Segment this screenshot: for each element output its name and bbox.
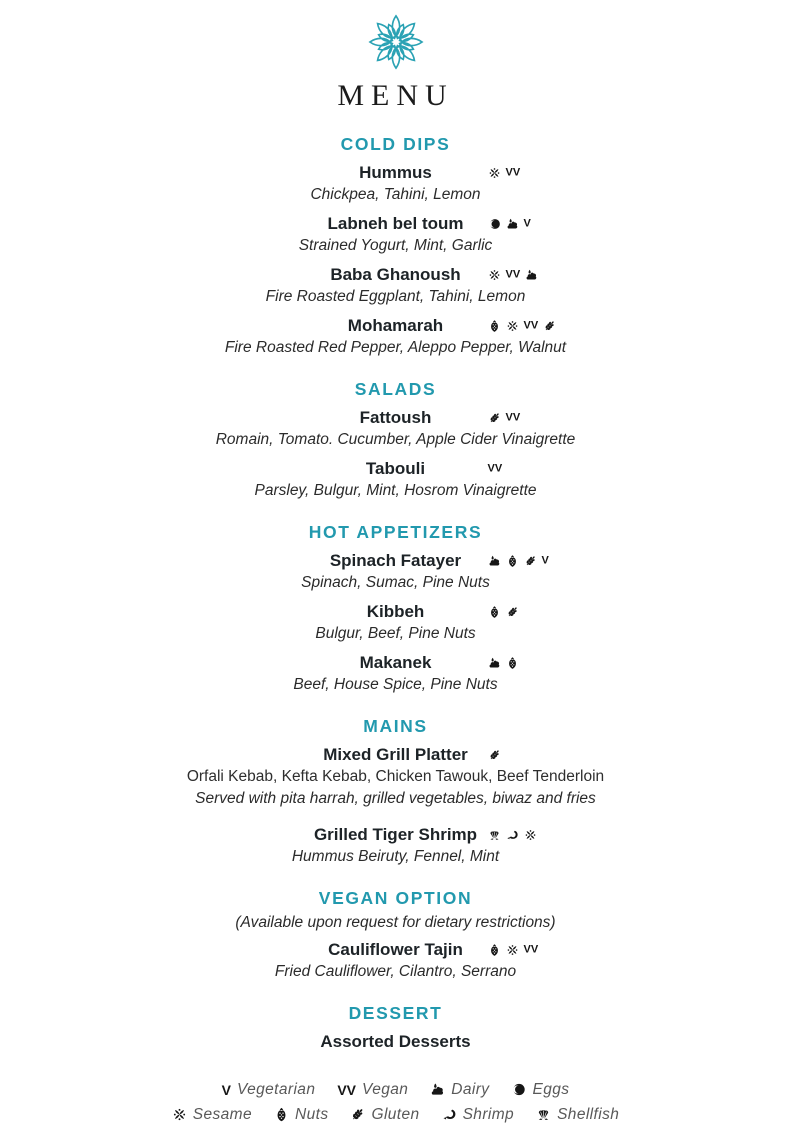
vv-mark: VV bbox=[505, 268, 521, 280]
menu-item-description: Served with pita harrah, grilled vegetables, biwaz and fries bbox=[195, 790, 596, 807]
legend-label: Gluten bbox=[371, 1106, 420, 1123]
vv-mark: VV bbox=[505, 411, 521, 423]
menu-item-allergen-icons bbox=[488, 656, 519, 669]
shellfish-icon bbox=[536, 1107, 551, 1122]
nuts-icon bbox=[506, 554, 519, 567]
menu-item-allergen-icons bbox=[488, 463, 503, 474]
legend-entry bbox=[430, 1077, 489, 1102]
vv-mark: VV bbox=[523, 319, 539, 331]
gluten-icon bbox=[488, 411, 501, 424]
section-heading: HOT APPETIZERS bbox=[308, 522, 483, 542]
vv-mark: VV bbox=[337, 1081, 357, 1098]
logo-mandala-icon bbox=[367, 13, 425, 71]
menu-item-line bbox=[0, 743, 791, 766]
menu-item-line bbox=[0, 938, 791, 961]
menu-item-name: Tabouli bbox=[365, 459, 426, 478]
menu-item-name: Mohamarah bbox=[347, 316, 444, 335]
legend-entry bbox=[511, 1077, 569, 1102]
v-mark: V bbox=[221, 1081, 231, 1098]
menu-item bbox=[0, 212, 791, 256]
page-title: MENU bbox=[337, 79, 454, 112]
sesame-icon bbox=[488, 166, 501, 179]
nuts-icon bbox=[488, 943, 501, 956]
menu-item-description: Strained Yogurt, Mint, Garlic bbox=[298, 237, 493, 254]
sesame-icon bbox=[524, 828, 537, 841]
vv-mark: VV bbox=[487, 462, 503, 474]
menu-item-name: Kibbeh bbox=[366, 602, 425, 621]
menu-item bbox=[0, 651, 791, 695]
menu-item-name: Makanek bbox=[359, 653, 432, 672]
menu-item-allergen-icons bbox=[488, 943, 539, 956]
section-note: (Available upon request for dietary restrictions) bbox=[235, 914, 556, 931]
menu-item-line bbox=[0, 212, 791, 235]
shellfish-icon bbox=[488, 828, 501, 841]
sesame-icon bbox=[506, 943, 519, 956]
menu-item bbox=[0, 263, 791, 307]
dairy-icon bbox=[506, 217, 519, 230]
menu-item-description: Fire Roasted Eggplant, Tahini, Lemon bbox=[265, 288, 526, 305]
menu-item-allergen-icons bbox=[488, 268, 539, 281]
legend-label: Nuts bbox=[295, 1106, 329, 1123]
menu-item-description: Fire Roasted Red Pepper, Aleppo Pepper, Walnut bbox=[224, 339, 567, 356]
dairy-icon bbox=[430, 1082, 445, 1097]
menu-item-description: Chickpea, Tahini, Lemon bbox=[310, 186, 481, 203]
legend-label: Shrimp bbox=[462, 1106, 515, 1123]
gluten-icon bbox=[506, 605, 519, 618]
legend-label: Sesame bbox=[192, 1106, 252, 1123]
nuts-icon bbox=[274, 1107, 289, 1122]
shrimp-icon bbox=[506, 828, 519, 841]
sesame-icon bbox=[172, 1107, 187, 1122]
legend-label: Eggs bbox=[532, 1081, 570, 1098]
menu-item-name: Mixed Grill Platter bbox=[323, 745, 468, 764]
legend-entry bbox=[274, 1102, 328, 1127]
nuts-icon bbox=[488, 319, 501, 332]
menu-item-line bbox=[0, 314, 791, 337]
legend-label: Dairy bbox=[451, 1081, 490, 1098]
menu-item-allergen-icons bbox=[488, 319, 557, 332]
legend-entry bbox=[536, 1102, 619, 1127]
sesame-icon bbox=[506, 319, 519, 332]
dairy-icon bbox=[525, 268, 538, 281]
legend-entry bbox=[172, 1102, 252, 1127]
menu-item bbox=[0, 406, 791, 450]
menu-item bbox=[0, 549, 791, 593]
legend-entry bbox=[442, 1102, 515, 1127]
nuts-icon bbox=[488, 605, 501, 618]
vv-mark: VV bbox=[523, 943, 539, 955]
egg-icon bbox=[488, 217, 501, 230]
menu-item-line bbox=[0, 263, 791, 286]
menu-item-description: Hummus Beiruty, Fennel, Mint bbox=[291, 848, 500, 865]
legend-row bbox=[0, 1102, 791, 1127]
legend-entry bbox=[350, 1102, 419, 1127]
menu-item bbox=[0, 314, 791, 358]
menu-item-line bbox=[0, 457, 791, 480]
menu-item-description: Fried Cauliflower, Cilantro, Serrano bbox=[274, 963, 517, 980]
menu-item-allergen-icons bbox=[488, 605, 519, 618]
menu-item-name: Cauliflower Tajin bbox=[328, 940, 463, 959]
menu-item-allergen-icons bbox=[488, 748, 501, 761]
legend-entry bbox=[337, 1077, 408, 1102]
menu-item bbox=[0, 938, 791, 982]
menu-item bbox=[0, 161, 791, 205]
menu-item-name: Grilled Tiger Shrimp bbox=[313, 825, 478, 844]
menu-item-line bbox=[0, 161, 791, 184]
dairy-icon bbox=[488, 656, 501, 669]
menu-item-description: Beef, House Spice, Pine Nuts bbox=[293, 676, 498, 693]
menu-item bbox=[0, 823, 791, 867]
egg-icon bbox=[511, 1082, 526, 1097]
menu-item-line bbox=[0, 406, 791, 429]
gluten-icon bbox=[543, 319, 556, 332]
v-mark: V bbox=[523, 217, 531, 229]
gluten-icon bbox=[488, 748, 501, 761]
section-heading: SALADS bbox=[354, 379, 437, 399]
menu-item-line bbox=[0, 651, 791, 674]
menu-item-name: Spinach Fatayer bbox=[329, 551, 462, 570]
v-mark: V bbox=[541, 554, 549, 566]
section-heading: COLD DIPS bbox=[340, 134, 451, 154]
legend-label: Shellfish bbox=[557, 1106, 620, 1123]
gluten-icon bbox=[524, 554, 537, 567]
sesame-icon bbox=[488, 268, 501, 281]
menu-item-allergen-icons bbox=[488, 828, 537, 841]
section-heading: DESSERT bbox=[348, 1003, 443, 1023]
section-heading: VEGAN OPTION bbox=[318, 888, 473, 908]
menu-item-line bbox=[0, 549, 791, 572]
allergen-legend bbox=[0, 1077, 791, 1127]
menu-item-name: Labneh bel toum bbox=[327, 214, 464, 233]
menu-item-description: Spinach, Sumac, Pine Nuts bbox=[301, 574, 490, 591]
menu-item-description: Bulgur, Beef, Pine Nuts bbox=[315, 625, 476, 642]
section-heading: MAINS bbox=[363, 716, 428, 736]
menu-item-line bbox=[0, 600, 791, 623]
menu-item-allergen-icons bbox=[488, 166, 521, 179]
legend-label: Vegetarian bbox=[236, 1081, 316, 1098]
shrimp-icon bbox=[442, 1107, 457, 1122]
menu-item-description: Romain, Tomato. Cucumber, Apple Cider Vinaigrette bbox=[215, 431, 576, 448]
menu-item-name: Assorted Desserts bbox=[320, 1032, 471, 1051]
menu-item bbox=[0, 600, 791, 644]
menu-item bbox=[0, 1030, 791, 1053]
logo bbox=[0, 13, 791, 71]
legend-row bbox=[0, 1077, 791, 1102]
menu-sections bbox=[0, 134, 791, 1053]
menu-item-allergen-icons bbox=[488, 217, 531, 230]
menu-item-allergen-icons bbox=[488, 554, 549, 567]
menu-item-description: Parsley, Bulgur, Mint, Hosrom Vinaigrette bbox=[254, 482, 537, 499]
vv-mark: VV bbox=[505, 166, 521, 178]
menu-item-allergen-icons bbox=[488, 411, 521, 424]
gluten-icon bbox=[350, 1107, 365, 1122]
menu-item-line bbox=[0, 1030, 791, 1053]
menu-item bbox=[0, 743, 791, 809]
legend-label: Vegan bbox=[362, 1081, 409, 1098]
dairy-icon bbox=[488, 554, 501, 567]
menu-item-line bbox=[0, 823, 791, 846]
menu-item-components: Orfali Kebab, Kefta Kebab, Chicken Tawouk, Beef Tenderloin bbox=[186, 768, 605, 785]
menu-item bbox=[0, 457, 791, 501]
menu-item-name: Hummus bbox=[359, 163, 432, 182]
legend-entry bbox=[222, 1077, 316, 1102]
menu-item-name: Fattoush bbox=[359, 408, 432, 427]
menu-item-name: Baba Ghanoush bbox=[330, 265, 461, 284]
nuts-icon bbox=[506, 656, 519, 669]
